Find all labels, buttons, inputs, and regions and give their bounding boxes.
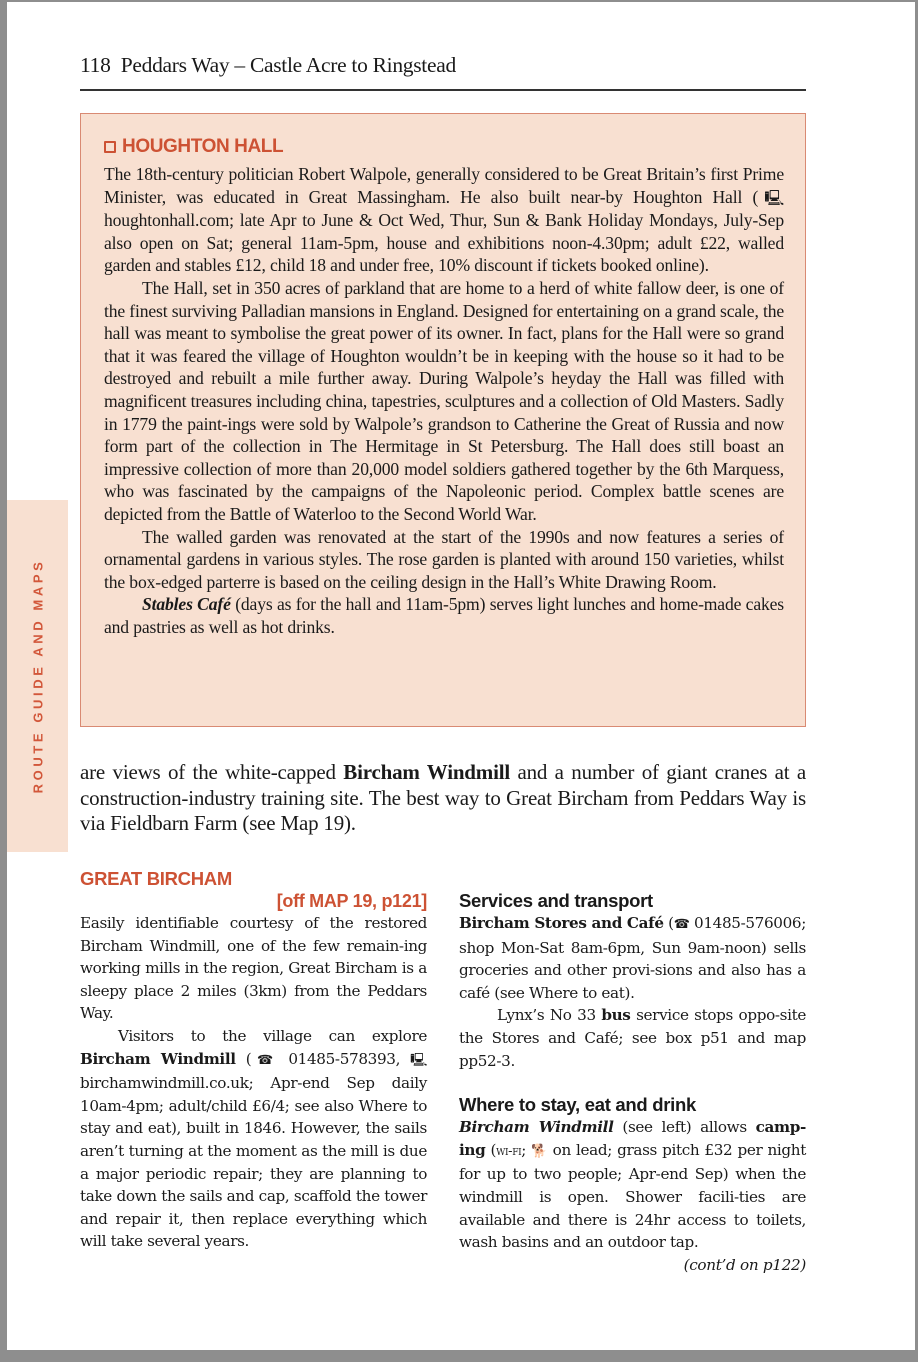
left-p2-text-a: Visitors to the village can explore (118, 1026, 427, 1045)
right-p1-text-a: ( (663, 914, 674, 932)
left-p2-phone: 01485-578393, (278, 1049, 411, 1068)
spacer (459, 1072, 806, 1094)
box-paragraph-3: The walled garden was renovated at the start of the 1990s and now features a series of ornamental gardens in various styles. The rose garden is planted with around 150 varieties, whilst the box-edged parterre is based on the ceiling design in the Hall’s White Drawing Room. (104, 526, 784, 592)
right-column (459, 868, 806, 1276)
header-rule (80, 89, 806, 91)
checkbox-square-icon (104, 141, 116, 153)
book-page (7, 2, 915, 1350)
right-p1-bold: Bircham Stores and Café (459, 914, 664, 932)
page-number: 118 (80, 53, 111, 77)
box-p4-text: (days as for the hall and 11am-5pm) serves light lunches and home-made cakes and pastries as well as hot drinks. (104, 594, 785, 637)
main-paragraph (80, 760, 806, 837)
right-paragraph-3 (459, 1116, 806, 1254)
great-bircham-title: GREAT BIRCHAM (80, 868, 232, 889)
services-title: Services and transport (459, 890, 653, 911)
section-side-tab (7, 500, 68, 852)
right-p3-text-d: on lead; grass pitch £32 per night for up to two people; Apr-end Sep) when the windmill is open. Shower facili-ties are available and there is 24hr access to toilets, wash basins and an outdoor tap. (459, 1140, 806, 1252)
main-para-text-a: are views of the white-capped (80, 760, 344, 784)
map-reference: [off MAP 19, p121] (276, 891, 427, 911)
box-paragraph-4 (104, 593, 784, 638)
running-header (80, 53, 456, 78)
right-p3-name: Bircham Windmill (459, 1118, 614, 1137)
left-p2-text-b: ( (235, 1049, 252, 1068)
right-paragraph-2 (459, 1004, 806, 1072)
box-paragraph-1 (104, 163, 784, 277)
houghton-hall-box (80, 113, 806, 727)
right-p2-text-a: Lynx’s No 33 (497, 1006, 602, 1025)
main-para-bold: Bircham Windmill (343, 760, 510, 784)
running-title: Peddars Way – Castle Acre to Ringstead (120, 53, 456, 77)
right-paragraph-1 (459, 912, 806, 1004)
box-p1-text-b: houghtonhall.com; late Apr to June & Oct Wed, Thur, Sun & Bank Holiday Mondays, July-Sep also open on Sat; general 11am-5pm, house and exhibitions noon-4.30pm; adult £22, walled garden and stables £12, child 18 and under free, 10% discount if tickets booked online). (104, 210, 784, 276)
right-p3-text-a: (see left) allows (613, 1118, 756, 1137)
right-p3-text-c: ; (521, 1140, 532, 1159)
dog-icon: 🐕 (531, 1143, 548, 1159)
main-para-text-b: and a number of giant cranes at a construction-industry training site. The best way to Great Bircham from Peddars Way is via Fieldbarn Farm (see Map 19). (80, 760, 806, 835)
website-icon: 🖳 (758, 188, 784, 207)
telephone-icon: ☎ (251, 1052, 279, 1068)
right-p1-text-b: 01485-576006; shop Mon-Sat 8am-6pm, Sun 9am-noon) sells groceries and other provi-sions and also has a café (see Where to eat). (459, 914, 807, 1002)
continued-note: (cont’d on p122) (683, 1255, 806, 1274)
left-column (80, 868, 427, 1253)
left-p2-bold: Bircham Windmill (80, 1049, 236, 1068)
right-p2-bold: bus (601, 1006, 631, 1025)
stay-eat-title: Where to stay, eat and drink (459, 1094, 696, 1116)
right-p2-text-b: service stops oppo-site the Stores and Café; see box p51 and map pp52-3. (459, 1006, 807, 1070)
telephone-icon: ☎ (673, 917, 690, 932)
box-title-text: HOUGHTON HALL (122, 136, 284, 157)
box-title (104, 136, 784, 158)
wifi-label: wi-fi (496, 1143, 522, 1159)
right-p3-bold: camp-ing (459, 1118, 806, 1159)
side-tab-label: ROUTE GUIDE AND MAPS (30, 558, 45, 794)
website-icon: 🖳 (410, 1052, 427, 1068)
left-paragraph-2 (80, 1025, 427, 1253)
stables-cafe-name: Stables Café (142, 594, 231, 615)
box-paragraph-2: The Hall, set in 350 acres of parkland that are home to a herd of white fallow deer, is one of the finest surviving Palladian mansions in England. Designed for entertaining on a grand scale, the hall was meant to symbolise the great power of its owner. In fact, plans for the Hall were so grand that it was feared the village of Houghton wouldn’t be in keeping with the house so it had to be destroyed and rebuilt a mile further away. During Walpole’s heyday the Hall was filled with magnificent treasures including china, tapestries, sculptures and a collection of Old Masters. Sadly in 1779 the paint-ings were sold by Walpole’s grandson to Catherine the Great of Russia and now form part of the collection in The Hermitage in St Petersburg. The Hall does still boast an impressive collection of more than 20,000 model soldiers gathered together by the 6th Marquess, who was fascinated by the campaigns of the Napoleonic period. Complex battle scenes are depicted from the Battle of Waterloo to the Second World War. (104, 277, 784, 524)
right-p3-text-b: ( (485, 1140, 497, 1159)
left-paragraph-1: Easily identifiable courtesy of the restored Bircham Windmill, one of the few remain-ing working mills in the region, Great Bircham is a sleepy place 2 miles (3km) from the Peddars Way. (80, 914, 427, 1023)
box-p1-text-a: The 18th-century politician Robert Walpole, generally considered to be Great Britain’s first Prime Minister, was educated in Great Massingham. He also built near-by Houghton Hall ( (104, 164, 784, 207)
left-p2-text-c: birchamwindmill.co.uk; Apr-end Sep daily 10am-4pm; adult/child £6/4; see also Where to stay and eat), built in 1846. However, the sails aren’t turning at the moment as the mill is due a major periodic repair; they are planning to take down the sails and cap, scaffold the tower and repair it, then replace everything which will take several years. (80, 1074, 427, 1251)
